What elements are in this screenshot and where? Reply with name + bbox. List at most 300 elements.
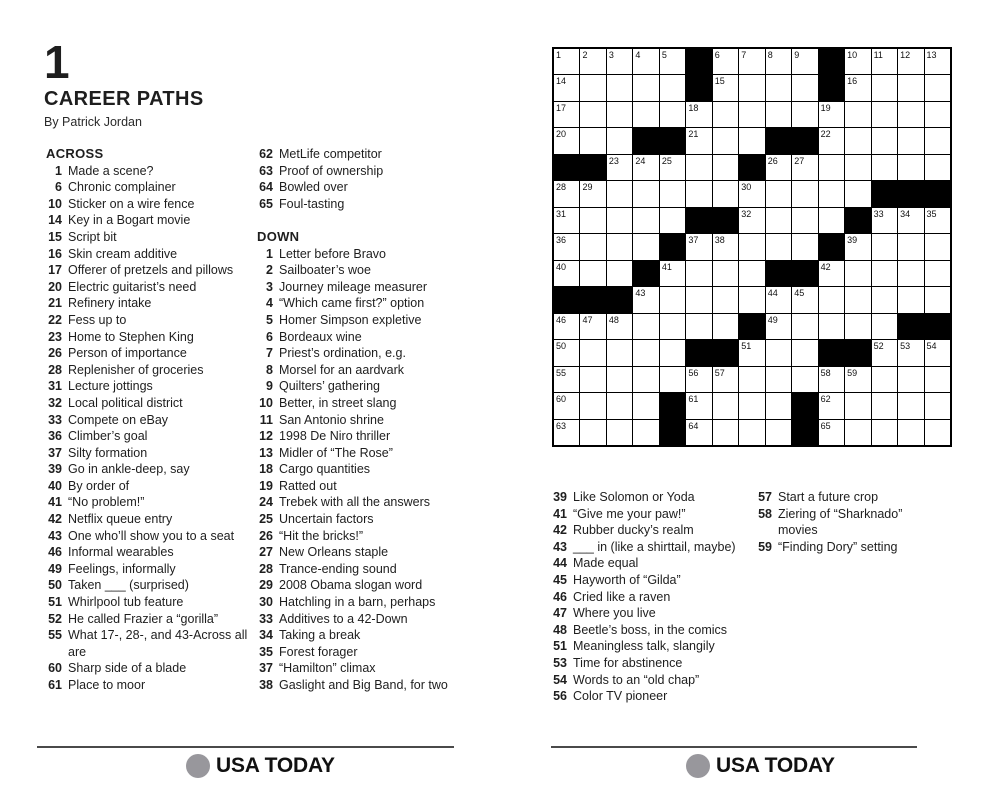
grid-cell[interactable]	[580, 208, 605, 233]
cell-number: 11	[873, 50, 883, 60]
clue-item	[257, 312, 463, 329]
grid-cell[interactable]	[898, 128, 923, 153]
grid-cell[interactable]	[872, 75, 897, 100]
grid-cell[interactable]	[580, 181, 605, 206]
grid-cell[interactable]	[713, 287, 738, 312]
clue-item	[257, 262, 463, 279]
grid-cell[interactable]	[554, 49, 579, 74]
clue-item	[551, 605, 773, 622]
cell-number: 18	[688, 102, 699, 113]
clue-item	[46, 295, 256, 312]
grid-cell[interactable]	[898, 155, 923, 180]
grid-cell[interactable]	[739, 75, 764, 100]
grid-cell[interactable]	[686, 181, 711, 206]
grid-cell[interactable]	[739, 49, 764, 74]
grid-cell[interactable]	[739, 367, 764, 392]
grid-cell[interactable]	[819, 155, 844, 180]
grid-cell[interactable]	[792, 234, 817, 259]
grid-cell[interactable]	[580, 75, 605, 100]
grid-cell[interactable]	[713, 49, 738, 74]
grid-cell[interactable]	[872, 367, 897, 392]
grid-cell[interactable]	[845, 49, 870, 74]
clue-item	[257, 561, 463, 578]
cell-number: 39	[847, 235, 858, 246]
grid-cell[interactable]	[925, 340, 950, 365]
cell-number: 59	[847, 367, 858, 378]
grid-cell[interactable]	[633, 420, 658, 445]
grid-cell[interactable]	[713, 234, 738, 259]
grid-cell[interactable]	[819, 181, 844, 206]
grid-cell[interactable]	[872, 155, 897, 180]
grid-cell[interactable]	[898, 287, 923, 312]
grid-cell[interactable]	[580, 49, 605, 74]
grid-cell[interactable]	[607, 181, 632, 206]
grid-cell[interactable]	[633, 367, 658, 392]
grid-cell[interactable]	[686, 261, 711, 286]
cell-number: 35	[926, 208, 937, 219]
clue-text: Start a future crop	[778, 490, 879, 504]
grid-cell[interactable]	[660, 75, 685, 100]
grid-cell[interactable]	[819, 393, 844, 418]
grid-cell[interactable]	[898, 393, 923, 418]
grid-cell[interactable]	[580, 128, 605, 153]
grid-cell[interactable]	[660, 314, 685, 339]
clue-item	[551, 522, 773, 539]
cell-number: 7	[741, 50, 747, 60]
clue-number: 42	[48, 512, 62, 527]
grid-cell[interactable]	[713, 261, 738, 286]
grid-cell[interactable]	[925, 234, 950, 259]
clue-number: 37	[259, 661, 273, 676]
grid-cell[interactable]	[633, 75, 658, 100]
grid-cell[interactable]	[739, 287, 764, 312]
grid-cell-black	[686, 49, 711, 74]
clue-text: Foul-tasting	[279, 196, 345, 211]
grid-cell[interactable]	[607, 155, 632, 180]
clue-item	[46, 179, 256, 196]
clue-item	[46, 262, 256, 279]
grid-cell[interactable]	[580, 314, 605, 339]
grid-cell[interactable]	[872, 234, 897, 259]
grid-cell[interactable]	[925, 49, 950, 74]
grid-cell-black	[819, 340, 844, 365]
grid-cell[interactable]	[686, 367, 711, 392]
grid-cell[interactable]	[925, 155, 950, 180]
cell-number: 65	[820, 420, 831, 431]
grid-cell[interactable]	[580, 393, 605, 418]
grid-cell[interactable]	[607, 420, 632, 445]
grid-cell[interactable]	[633, 340, 658, 365]
grid-cell-black	[766, 261, 791, 286]
grid-cell[interactable]	[845, 155, 870, 180]
grid-cell[interactable]	[898, 261, 923, 286]
cell-number: 56	[688, 367, 699, 378]
grid-cell[interactable]	[633, 234, 658, 259]
grid-cell[interactable]	[633, 102, 658, 127]
grid-cell[interactable]	[554, 367, 579, 392]
grid-cell[interactable]	[766, 155, 791, 180]
cell-number: 2	[582, 50, 588, 60]
clue-number: 17	[48, 263, 62, 278]
cell-number: 32	[741, 208, 752, 219]
grid-cell[interactable]	[713, 420, 738, 445]
grid-cell[interactable]	[633, 287, 658, 312]
grid-cell[interactable]	[739, 181, 764, 206]
grid-cell[interactable]	[766, 340, 791, 365]
clue-number: 58	[758, 506, 772, 521]
clue-item	[46, 528, 256, 545]
grid-cell-black	[792, 420, 817, 445]
grid-cell[interactable]	[633, 393, 658, 418]
clue-number: 48	[553, 622, 567, 637]
grid-cell[interactable]	[660, 367, 685, 392]
grid-cell[interactable]	[554, 393, 579, 418]
grid-cell[interactable]	[660, 102, 685, 127]
grid-cell[interactable]	[819, 314, 844, 339]
clue-number: 45	[553, 572, 567, 587]
grid-cell[interactable]	[739, 128, 764, 153]
grid-cell[interactable]	[554, 340, 579, 365]
clue-item	[551, 688, 773, 705]
clue-item	[46, 378, 256, 395]
clue-item	[257, 196, 463, 213]
grid-cell[interactable]	[819, 102, 844, 127]
grid-cell[interactable]	[739, 208, 764, 233]
grid-cell[interactable]	[766, 234, 791, 259]
clue-item	[551, 655, 773, 672]
grid-cell[interactable]	[607, 102, 632, 127]
grid-cell[interactable]	[554, 261, 579, 286]
grid-cell[interactable]	[792, 49, 817, 74]
clue-number: 15	[48, 229, 62, 244]
grid-cell[interactable]	[792, 75, 817, 100]
grid-cell[interactable]	[739, 420, 764, 445]
clue-item	[46, 511, 256, 528]
clue-item	[46, 478, 256, 495]
clue-number: 8	[266, 362, 273, 377]
clue-text: What 17-, 28-, and 43-Across all are	[68, 628, 248, 659]
grid-cell-black	[554, 287, 579, 312]
grid-cell[interactable]	[819, 367, 844, 392]
grid-cell[interactable]	[607, 314, 632, 339]
grid-cell[interactable]	[872, 340, 897, 365]
grid-cell-black	[660, 420, 685, 445]
clue-number: 44	[553, 556, 567, 571]
grid-cell[interactable]	[766, 208, 791, 233]
clue-text: Feelings, informally	[68, 561, 176, 576]
grid-cell[interactable]	[898, 75, 923, 100]
grid-cell[interactable]	[766, 287, 791, 312]
grid-cell[interactable]	[554, 208, 579, 233]
grid-cell[interactable]	[792, 287, 817, 312]
grid-cell[interactable]	[554, 128, 579, 153]
grid-cell[interactable]	[554, 75, 579, 100]
grid-cell[interactable]	[580, 234, 605, 259]
grid-cell[interactable]	[766, 75, 791, 100]
grid-cell[interactable]	[792, 102, 817, 127]
clue-text: Priest’s ordination, e.g.	[279, 346, 406, 361]
clue-item	[257, 494, 463, 511]
grid-cell[interactable]	[713, 181, 738, 206]
grid-cell[interactable]	[607, 208, 632, 233]
grid-cell[interactable]	[872, 49, 897, 74]
clue-number: 41	[553, 506, 567, 521]
grid-cell[interactable]	[633, 314, 658, 339]
grid-cell[interactable]	[766, 49, 791, 74]
clue-text: “Hamilton” climax	[279, 661, 376, 676]
grid-cell[interactable]	[845, 393, 870, 418]
clue-text: “Hit the bricks!”	[279, 528, 364, 543]
clue-number: 33	[48, 412, 62, 427]
clue-item	[257, 461, 463, 478]
grid-cell-black	[845, 340, 870, 365]
grid-cell[interactable]	[660, 340, 685, 365]
cell-number: 55	[556, 367, 567, 378]
grid-cell[interactable]	[554, 181, 579, 206]
grid-cell[interactable]	[845, 128, 870, 153]
clue-number: 57	[758, 490, 772, 504]
clue-text: 2008 Obama slogan word	[279, 578, 423, 593]
grid-cell[interactable]	[872, 102, 897, 127]
grid-cell-black	[580, 155, 605, 180]
clue-number: 59	[758, 539, 772, 554]
clue-item	[46, 312, 256, 329]
grid-cell[interactable]	[872, 420, 897, 445]
grid-cell[interactable]	[766, 181, 791, 206]
grid-cell[interactable]	[845, 287, 870, 312]
grid-cell[interactable]	[792, 367, 817, 392]
grid-cell[interactable]	[819, 261, 844, 286]
clue-number: 10	[48, 196, 62, 211]
grid-cell[interactable]	[792, 181, 817, 206]
grid-cell[interactable]	[925, 367, 950, 392]
clue-item	[551, 589, 773, 606]
grid-cell-black	[845, 208, 870, 233]
clue-text: Cargo quantities	[279, 462, 371, 477]
footer-rule-right	[551, 746, 917, 748]
grid-cell-black	[898, 181, 923, 206]
grid-cell[interactable]	[686, 128, 711, 153]
grid-cell[interactable]	[580, 420, 605, 445]
cell-number: 19	[820, 102, 831, 113]
grid-cell[interactable]	[580, 367, 605, 392]
clue-number: 4	[266, 296, 273, 311]
grid-cell[interactable]	[872, 287, 897, 312]
grid-cell[interactable]	[739, 234, 764, 259]
grid-cell[interactable]	[713, 393, 738, 418]
grid-cell[interactable]	[686, 393, 711, 418]
grid-cell[interactable]	[580, 102, 605, 127]
grid-cell[interactable]	[898, 102, 923, 127]
grid-cell[interactable]	[660, 49, 685, 74]
grid-cell[interactable]	[633, 181, 658, 206]
grid-cell[interactable]	[792, 155, 817, 180]
grid-cell[interactable]	[925, 261, 950, 286]
clue-item	[257, 395, 463, 412]
puzzle-title: CAREER PATHS	[44, 88, 204, 110]
clue-number: 61	[48, 678, 62, 692]
grid-cell[interactable]	[872, 314, 897, 339]
grid-cell[interactable]	[633, 49, 658, 74]
grid-cell[interactable]	[898, 234, 923, 259]
clue-item	[257, 478, 463, 495]
grid-cell[interactable]	[607, 75, 632, 100]
clue-text: Go in ankle-deep, say	[68, 462, 190, 477]
grid-cell[interactable]	[925, 393, 950, 418]
grid-cell[interactable]	[792, 208, 817, 233]
grid-cell[interactable]	[713, 75, 738, 100]
grid-cell[interactable]	[898, 49, 923, 74]
grid-cell[interactable]	[607, 49, 632, 74]
grid-cell[interactable]	[686, 420, 711, 445]
clue-item	[46, 229, 256, 246]
clue-item	[257, 428, 463, 445]
clue-text: “Which came first?” option	[279, 296, 425, 311]
grid-cell[interactable]	[819, 208, 844, 233]
clue-text: Skin cream additive	[68, 246, 178, 261]
grid-cell[interactable]	[686, 314, 711, 339]
clue-item	[257, 279, 463, 296]
grid-cell[interactable]	[766, 102, 791, 127]
grid-cell[interactable]	[898, 367, 923, 392]
grid-cell[interactable]	[925, 75, 950, 100]
grid-cell[interactable]	[607, 340, 632, 365]
grid-cell[interactable]	[660, 287, 685, 312]
clue-item	[46, 412, 256, 429]
grid-cell[interactable]	[660, 261, 685, 286]
grid-cell[interactable]	[686, 102, 711, 127]
grid-cell[interactable]	[739, 102, 764, 127]
clue-item	[551, 672, 773, 689]
grid-cell[interactable]	[739, 340, 764, 365]
cell-number: 47	[582, 314, 593, 325]
grid-cell[interactable]	[766, 314, 791, 339]
clue-item	[257, 445, 463, 462]
grid-cell[interactable]	[845, 261, 870, 286]
grid-cell[interactable]	[660, 155, 685, 180]
grid-cell[interactable]	[845, 181, 870, 206]
cell-number: 43	[635, 288, 646, 299]
clue-text: Uncertain factors	[279, 512, 374, 527]
grid-cell[interactable]	[554, 420, 579, 445]
grid-cell[interactable]	[872, 393, 897, 418]
grid-cell[interactable]	[845, 75, 870, 100]
grid-cell[interactable]	[554, 102, 579, 127]
clue-item	[551, 539, 773, 556]
cell-number: 53	[900, 341, 911, 352]
grid-cell[interactable]	[580, 261, 605, 286]
clue-number: 41	[48, 495, 62, 510]
grid-cell[interactable]	[819, 420, 844, 445]
grid-cell[interactable]	[845, 234, 870, 259]
clue-number: 65	[259, 196, 273, 211]
clue-item	[257, 163, 463, 180]
grid-cell-black	[819, 234, 844, 259]
grid-cell-black	[925, 181, 950, 206]
grid-cell[interactable]	[580, 340, 605, 365]
grid-cell[interactable]	[713, 314, 738, 339]
clue-text: Trance-ending sound	[279, 561, 397, 576]
grid-cell[interactable]	[739, 261, 764, 286]
clue-text: Chronic complainer	[68, 180, 176, 195]
grid-cell[interactable]	[713, 128, 738, 153]
clue-text: Quilters’ gathering	[279, 379, 380, 394]
clue-item	[756, 489, 919, 506]
grid-cell[interactable]	[819, 287, 844, 312]
grid-cell[interactable]	[739, 393, 764, 418]
grid-cell[interactable]	[633, 208, 658, 233]
clue-text: Cried like a raven	[573, 589, 671, 604]
grid-cell[interactable]	[766, 420, 791, 445]
grid-cell[interactable]	[713, 102, 738, 127]
grid-cell[interactable]	[845, 367, 870, 392]
grid-cell[interactable]	[898, 420, 923, 445]
clue-item	[46, 246, 256, 263]
grid-cell[interactable]	[872, 128, 897, 153]
grid-cell[interactable]	[633, 155, 658, 180]
grid-cell[interactable]	[819, 128, 844, 153]
clue-item	[257, 362, 463, 379]
clue-text: Place to moor	[68, 678, 146, 692]
grid-cell[interactable]	[898, 208, 923, 233]
clue-text: Local political district	[68, 395, 183, 410]
grid-cell[interactable]	[792, 314, 817, 339]
grid-cell[interactable]	[660, 181, 685, 206]
cell-number: 64	[688, 420, 699, 431]
grid-cell[interactable]	[607, 128, 632, 153]
clue-number: 52	[48, 611, 62, 626]
clue-item	[46, 395, 256, 412]
grid-cell[interactable]	[554, 314, 579, 339]
clue-number: 64	[259, 180, 273, 195]
grid-cell[interactable]	[713, 155, 738, 180]
grid-cell[interactable]	[925, 102, 950, 127]
grid-cell[interactable]	[607, 367, 632, 392]
grid-cell[interactable]	[845, 314, 870, 339]
clue-item	[46, 611, 256, 628]
grid-cell[interactable]	[766, 367, 791, 392]
grid-cell[interactable]	[925, 128, 950, 153]
grid-cell[interactable]	[872, 261, 897, 286]
grid-cell[interactable]	[686, 287, 711, 312]
clue-item	[46, 362, 256, 379]
grid-cell[interactable]	[845, 420, 870, 445]
grid-cell[interactable]	[686, 234, 711, 259]
grid-cell[interactable]	[792, 340, 817, 365]
usa-today-circle-icon	[686, 754, 710, 778]
grid-cell[interactable]	[686, 155, 711, 180]
grid-cell[interactable]	[872, 208, 897, 233]
puzzle-number: 1	[44, 36, 69, 88]
grid-cell[interactable]	[898, 340, 923, 365]
grid-cell[interactable]	[607, 393, 632, 418]
grid-cell[interactable]	[554, 234, 579, 259]
clue-number: 16	[48, 246, 62, 261]
grid-cell[interactable]	[713, 367, 738, 392]
grid-cell[interactable]	[845, 102, 870, 127]
grid-cell[interactable]	[925, 287, 950, 312]
cell-number: 63	[556, 420, 567, 431]
grid-cell[interactable]	[925, 420, 950, 445]
cell-number: 8	[767, 50, 773, 60]
grid-cell[interactable]	[766, 393, 791, 418]
grid-cell[interactable]	[925, 208, 950, 233]
cell-number: 46	[556, 314, 567, 325]
grid-cell[interactable]	[660, 208, 685, 233]
grid-cell[interactable]	[607, 261, 632, 286]
clue-item	[257, 577, 463, 594]
grid-cell[interactable]	[607, 234, 632, 259]
